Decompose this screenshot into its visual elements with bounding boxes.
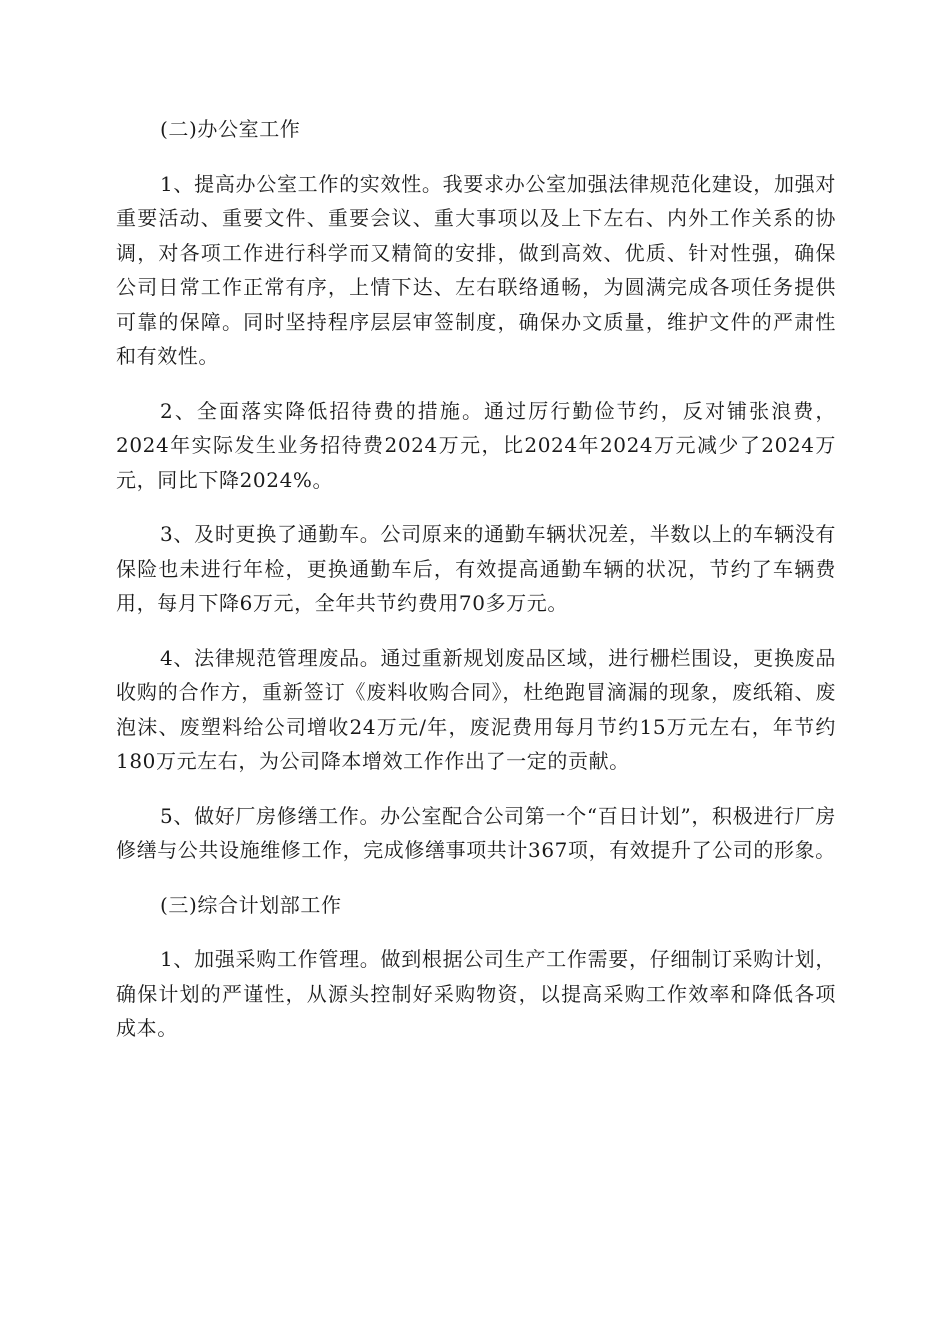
document-body [116, 112, 836, 1066]
office-item-5: 5、做好厂房修缮工作。办公室配合公司第一个“百日计划”，积极进行厂房修缮与公共设施维修工作，完成修缮事项共计367项，有效提升了公司的形象。 [116, 803, 836, 862]
office-item-4: 4、法律规范管理废品。通过重新规划废品区域，进行栅栏围设，更换废品收购的合作方，重新签订《废料收购合同》，杜绝跑冒滴漏的现象，废纸箱、废泡沫、废塑料给公司增收24万元/年，废泥费用每月节约15万元左右，年节约180万元左右，为公司降本增效工作作出了一定的贡献。 [116, 645, 836, 773]
section-heading-office: (二)办公室工作 [160, 117, 301, 141]
office-item-3: 3、及时更换了通勤车。公司原来的通勤车辆状况差，半数以上的车辆没有保险也未进行年检，更换通勤车后，有效提高通勤车辆的状况，节约了车辆费用，每月下降6万元，全年共节约费用70多万元。 [116, 522, 836, 615]
planning-item-1: 1、加强采购工作管理。做到根据公司生产工作需要，仔细制订采购计划，确保计划的严谨性，从源头控制好采购物资，以提高采购工作效率和降低各项成本。 [116, 947, 836, 1040]
office-item-1: 1、提高办公室工作的实效性。我要求办公室加强法律规范化建设，加强对重要活动、重要文件、重要会议、重大事项以及上下左右、内外工作关系的协调，对各项工作进行科学而又精简的安排，做到高效、优质、针对性强，确保公司日常工作正常有序，上情下达、左右联络通畅，为圆满完成各项任务提供可靠的保障。同时坚持程序层层审签制度，确保办文质量，维护文件的严肃性和有效性。 [116, 171, 836, 368]
section-heading-planning: (三)综合计划部工作 [160, 892, 342, 917]
office-item-2: 2、全面落实降低招待费的措施。通过厉行勤俭节约，反对铺张浪费，2024年实际发生业务招待费2024万元，比2024年2024万元减少了2024万元，同比下降2024%。 [116, 398, 836, 492]
